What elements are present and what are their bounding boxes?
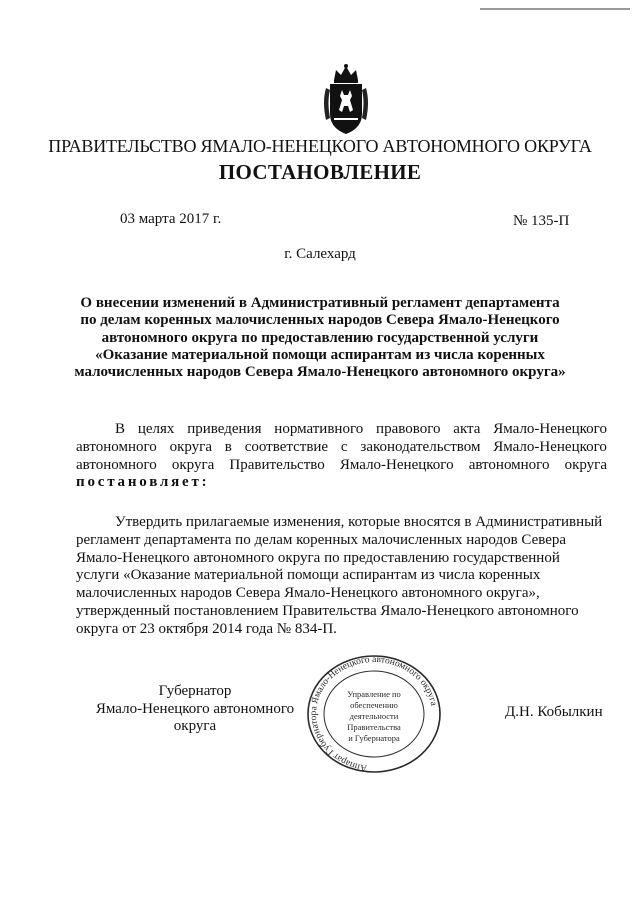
document-number: № 135-П	[513, 213, 570, 229]
preamble-paragraph	[76, 421, 607, 492]
word: Правительство	[229, 456, 325, 473]
word: округа	[169, 438, 212, 455]
stamp-inner-line: деятельности	[349, 711, 399, 721]
line-text: регламент департамента по делам коренных малочисленных народов Севера	[76, 531, 567, 548]
word: автономного	[468, 456, 550, 473]
heading-line: малочисленных народов Севера Ямало-Ненецкого автономного округа»	[74, 364, 566, 381]
word: приведения	[187, 421, 262, 437]
stamp-inner-line: и Губернатора	[348, 733, 400, 743]
word: В	[115, 421, 126, 437]
heading-line: О внесении изменений в Административный регламент департамента	[80, 295, 560, 311]
line-text: утвержденный постановлением Правительства Ямало-Ненецкого автономного	[76, 602, 579, 619]
word: акта	[453, 421, 481, 437]
word: нормативного	[274, 421, 364, 437]
resolution-paragraph	[76, 514, 607, 639]
paragraph-line	[76, 550, 607, 568]
word: соответствие	[244, 438, 329, 455]
heading-line: автономного округа по предоставлению государственной услуги	[101, 329, 539, 346]
stamp-inner-line: Правительства	[347, 722, 401, 732]
word: округа	[171, 456, 215, 473]
official-stamp	[305, 653, 443, 775]
document-city: г. Салехард	[284, 246, 356, 262]
document-type-title: ПОСТАНОВЛЕНИЕ	[218, 160, 422, 184]
line-text: услуги «Оказание материальной помощи аспирантам из числа коренных	[76, 567, 541, 584]
paragraph-line	[76, 439, 607, 457]
heading-line: «Оказание материальной помощи аспирантам из числа коренных	[95, 346, 545, 363]
paragraph-line	[76, 514, 607, 532]
line-text: Ямало-Ненецкого автономного округа по предоставлению государственной	[76, 549, 560, 566]
paragraph-line	[76, 621, 607, 639]
stamp-inner-line: обеспечению	[350, 700, 398, 710]
word: в	[224, 438, 232, 455]
word: Ямало-Ненецкого	[493, 438, 607, 455]
word: автономного	[76, 438, 157, 455]
stamp-inner-line: Управление по	[347, 689, 401, 699]
scan-edge-mark	[480, 0, 640, 6]
word: с	[340, 438, 348, 455]
word: целях	[137, 421, 175, 437]
paragraph-line	[76, 474, 607, 492]
line-text: округа от 23 октября 2014 года № 834-П.	[76, 620, 337, 637]
word: правового	[376, 421, 441, 437]
line-text: Утвердить прилагаемые изменения, которые вносятся в Административный	[115, 514, 603, 530]
signatory-position	[75, 683, 315, 736]
word: Ямало-Ненецкого	[493, 421, 607, 437]
paragraph-line	[76, 532, 607, 550]
document-heading	[0, 295, 640, 381]
word: Ямало-Ненецкого	[339, 456, 454, 473]
paragraph-line	[76, 457, 607, 475]
signatory-name: Д.Н. Кобылкин	[505, 704, 603, 720]
heading-line: по делам коренных малочисленных народов Севера Ямало-Ненецкого	[80, 312, 560, 329]
government-title: ПРАВИТЕЛЬСТВО ЯМАЛО-НЕНЕЦКОГО АВТОНОМНОГО ОКРУГА	[48, 136, 592, 156]
position-region: Ямало-Ненецкого автономного округа	[95, 700, 295, 734]
paragraph-line	[76, 421, 607, 439]
coat-of-arms-icon	[320, 62, 372, 137]
paragraph-line	[76, 567, 607, 585]
stamp-outer-text: Аппарат Губернатора Ямало-Ненецкого автономного округа	[309, 654, 439, 773]
position-title: Губернатор	[158, 683, 232, 699]
word: законодательством	[360, 438, 481, 455]
word: округа	[564, 456, 607, 473]
resolves-keyword: постановляет:	[76, 474, 210, 491]
line-text: малочисленных народов Севера Ямало-Ненецкого автономного округа»,	[76, 585, 540, 602]
paragraph-line	[76, 603, 607, 621]
paragraph-line	[76, 585, 607, 603]
word: автономного	[76, 456, 157, 473]
document-date: 03 марта 2017 г.	[120, 211, 222, 227]
